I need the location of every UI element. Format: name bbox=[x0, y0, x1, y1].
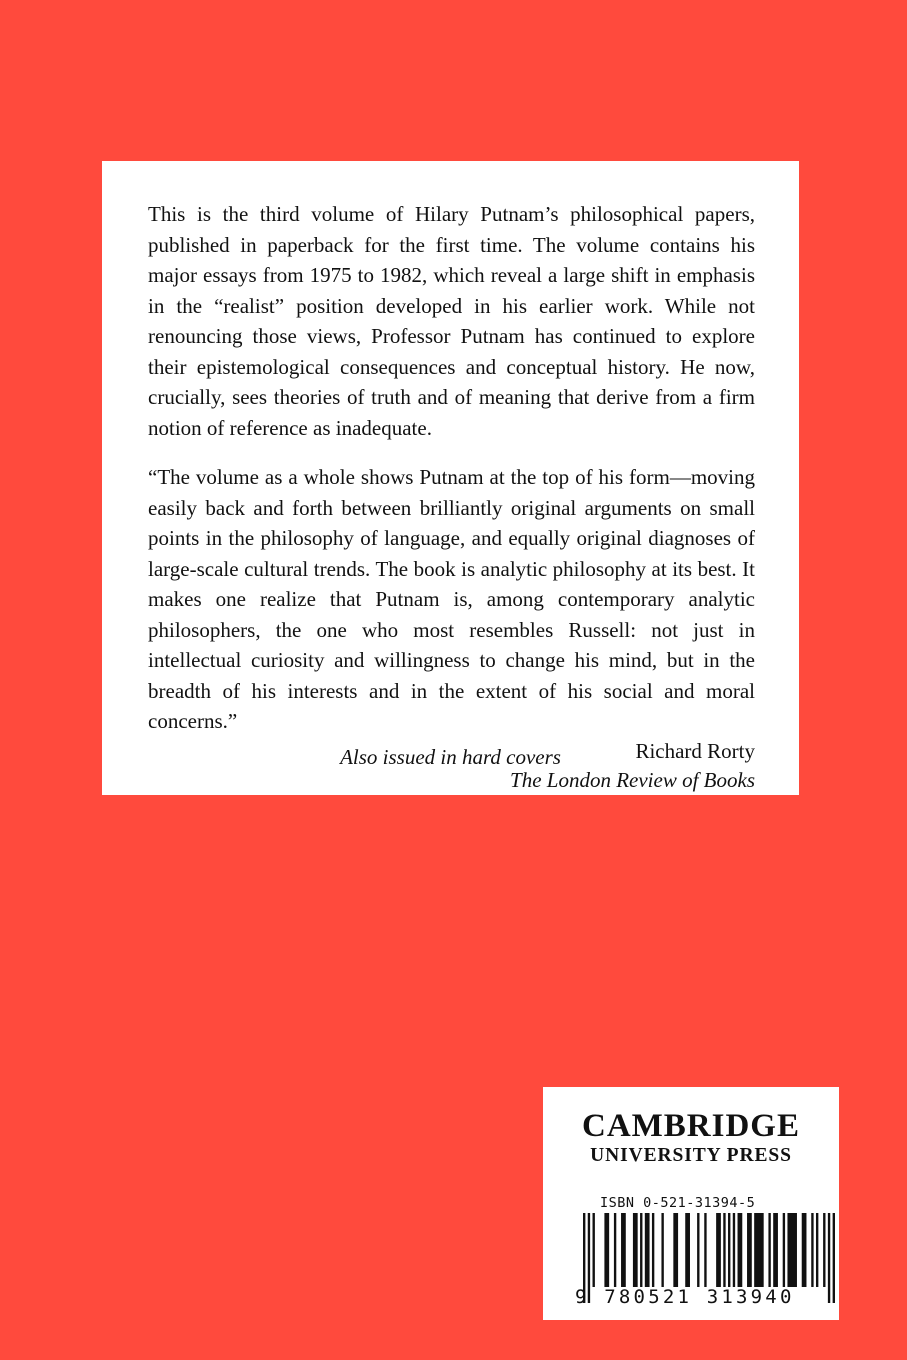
barcode-bar bbox=[633, 1213, 638, 1287]
barcode-bar bbox=[728, 1213, 730, 1287]
barcode-bar bbox=[833, 1213, 835, 1303]
publisher-name-line2: UNIVERSITY PRESS bbox=[590, 1145, 792, 1166]
publisher-name-line1: CAMBRIDGE bbox=[581, 1108, 800, 1144]
barcode-bar bbox=[828, 1213, 830, 1303]
blurb-panel bbox=[102, 161, 799, 795]
publisher-box bbox=[543, 1087, 839, 1320]
barcode-bar bbox=[823, 1213, 825, 1287]
barcode-bar bbox=[685, 1213, 690, 1287]
barcode-bar bbox=[614, 1213, 616, 1287]
barcode-bar bbox=[645, 1213, 650, 1287]
barcode-bar bbox=[811, 1213, 813, 1287]
review-quote: “The volume as a whole shows Putnam at the top of his form—moving easily back and forth between brilliantly original arguments on small points in the philosophy of language, and equally original diagnoses of large-scale cultural trends. The book is analytic philosophy at its best. It makes one realize that Putnam is, among contemporary analytic philosophers, the one who most resembles Russell: not just in intellectual curiosity and willingness to change his mind, but in the breadth of his interests and in the extent of his social and moral concerns.” bbox=[148, 465, 755, 733]
barcode-bar bbox=[768, 1213, 770, 1287]
barcode-bar bbox=[723, 1213, 725, 1287]
also-issued-note: Also issued in hard covers bbox=[340, 745, 561, 769]
barcode-bar bbox=[738, 1213, 743, 1287]
barcode-bar bbox=[787, 1213, 797, 1287]
barcode-bar bbox=[640, 1213, 642, 1287]
barcode-bar bbox=[773, 1213, 778, 1287]
publisher-logo bbox=[543, 1109, 839, 1167]
quote-source: The London Review of Books bbox=[510, 767, 755, 792]
isbn-label: ISBN 0-521-31394-5 bbox=[600, 1195, 756, 1211]
barcode-bar bbox=[593, 1213, 595, 1287]
barcode-bar bbox=[704, 1213, 706, 1287]
barcode-bar bbox=[621, 1213, 626, 1287]
barcode-bar bbox=[697, 1213, 699, 1287]
barcode-bar bbox=[673, 1213, 678, 1287]
barcode-bar bbox=[783, 1213, 785, 1287]
barcode-bar bbox=[716, 1213, 721, 1287]
barcode-bar bbox=[661, 1213, 663, 1287]
description-paragraph: This is the third volume of Hilary Putnam’s philosophical papers, published in paperback for the first time. The volume contains his major essays from 1975 to 1982, which reveal a large shift in emphasis in the “realist” position developed in his earlier work. While not renouncing those views, Professor Putnam has continued to explore their epistemological consequences and conceptual history. He now, crucially, sees theories of truth and of meaning that derive from a firm notion of reference as inadequate. bbox=[148, 202, 755, 440]
quote-author: Richard Rorty bbox=[635, 738, 755, 763]
barcode-digits: 9 780521 313940 bbox=[575, 1286, 795, 1308]
barcode-bar bbox=[754, 1213, 764, 1287]
barcode-bar bbox=[652, 1213, 654, 1287]
barcode-bar bbox=[604, 1213, 609, 1287]
barcode-bar bbox=[747, 1213, 752, 1287]
barcode-bar bbox=[802, 1213, 807, 1287]
barcode-bar bbox=[816, 1213, 818, 1287]
barcode-bar bbox=[733, 1213, 735, 1287]
